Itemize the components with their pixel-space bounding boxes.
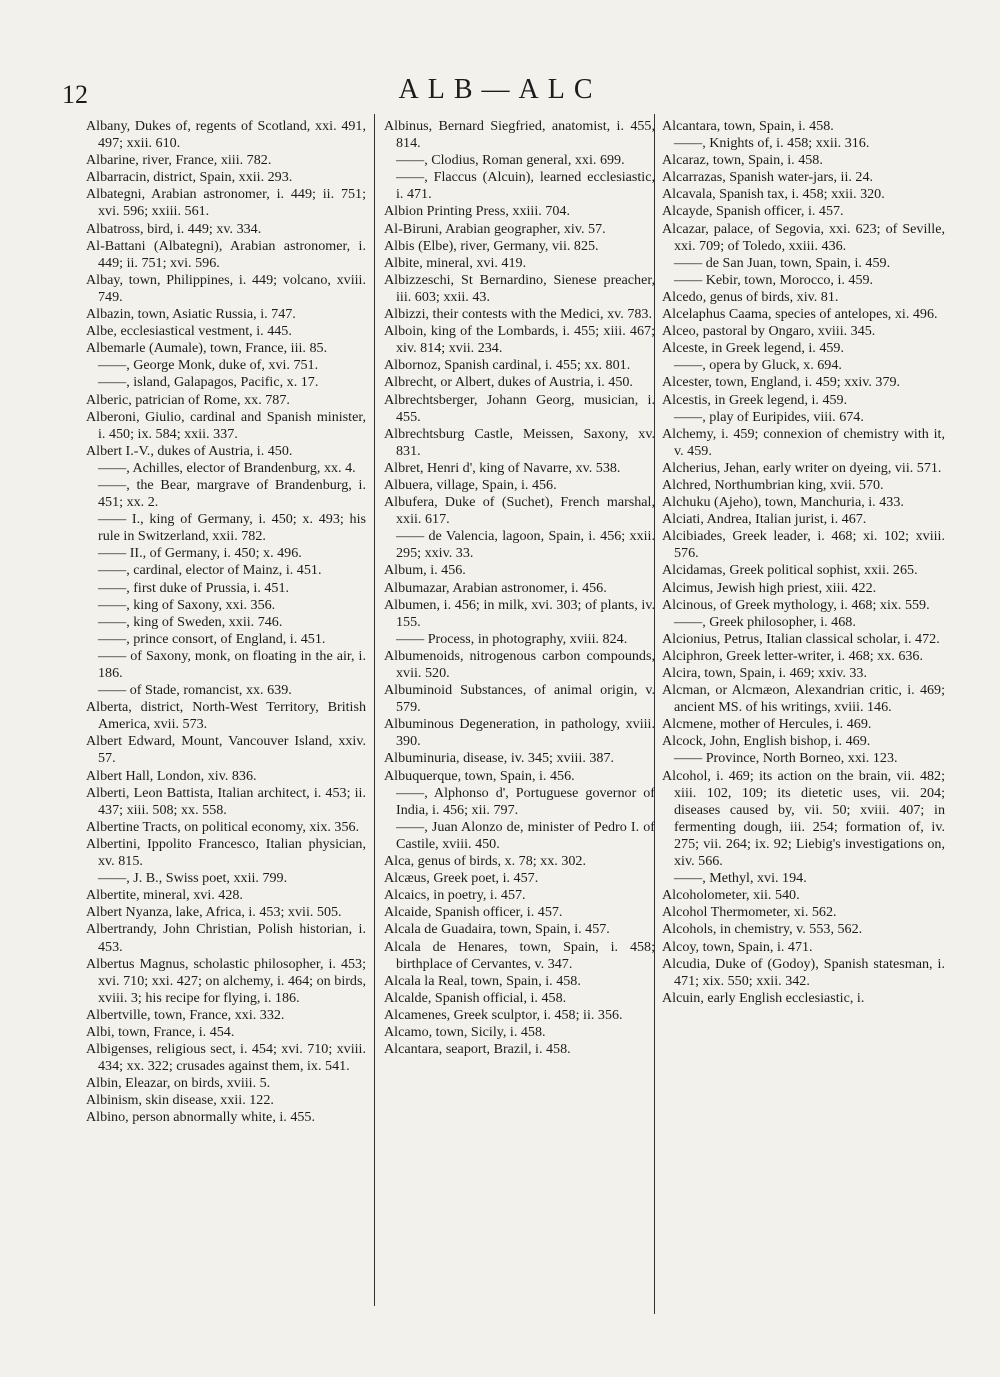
index-entry: Albrecht, or Albert, dukes of Austria, i. 450. (384, 374, 633, 391)
index-entry: Albis (Elbe), river, Germany, vii. 825. (384, 237, 599, 254)
index-entry: —— of Saxony, monk, on floating in the air, i. 186. (98, 647, 366, 681)
index-entry: Albert Edward, Mount, Vancouver Island, xxiv. 57. (86, 733, 366, 767)
index-entry: Alcelaphus Caama, species of antelopes, xi. 496. (662, 306, 938, 323)
page-number: 12 (62, 80, 88, 109)
index-entry: Albategni, Arabian astronomer, i. 449; ii. 751; xvi. 596; xxiii. 561. (86, 186, 366, 220)
index-entry: Albay, town, Philippines, i. 449; volcano, xviii. 749. (86, 271, 366, 305)
index-entry: Albert Hall, London, xiv. 836. (86, 767, 257, 784)
index-entry: Albinus, Bernard Siegfried, anatomist, i. 455, 814. (384, 118, 655, 152)
index-entry: Alcohols, in chemistry, v. 553, 562. (662, 921, 863, 938)
index-entry: Albertville, town, France, xxi. 332. (86, 1006, 285, 1023)
index-entry: Alcamenes, Greek sculptor, i. 458; ii. 356. (384, 1006, 623, 1023)
index-entry: Albarine, river, France, xiii. 782. (86, 152, 272, 169)
index-entry: Alcavala, Spanish tax, i. 458; xxii. 320. (662, 186, 885, 203)
index-entry: Alcoy, town, Spain, i. 471. (662, 938, 813, 955)
index-entry: Alcmene, mother of Hercules, i. 469. (662, 716, 872, 733)
index-entry: Albert Nyanza, lake, Africa, i. 453; xvii. 505. (86, 904, 342, 921)
index-entry: Albuquerque, town, Spain, i. 456. (384, 767, 575, 784)
index-entry: —— Process, in photography, xviii. 824. (396, 630, 628, 647)
index-entry: Alchuku (Ajeho), town, Manchuria, i. 433. (662, 494, 904, 511)
index-entry: Alberoni, Giulio, cardinal and Spanish minister, i. 450; ix. 584; xxii. 337. (86, 408, 366, 442)
index-entry: ——, prince consort, of England, i. 451. (98, 630, 326, 647)
index-entry: Albumen, i. 456; in milk, xvi. 303; of plants, iv. 155. (384, 596, 655, 630)
index-entry: ——, Clodius, Roman general, xxi. 699. (396, 152, 625, 169)
index-entry: —— de San Juan, town, Spain, i. 459. (674, 254, 891, 271)
index-entry: Alcudia, Duke of (Godoy), Spanish statesman, i. 471; xix. 550; xxii. 342. (662, 955, 945, 989)
index-entry: ——, the Bear, margrave of Brandenburg, i. 451; xx. 2. (98, 476, 366, 511)
index-entry: Alca, genus of birds, x. 78; xx. 302. (384, 853, 586, 870)
index-entry: Al-Battani (Albategni), Arabian astronomer, i. 449; ii. 751; xvi. 596. (86, 237, 366, 271)
index-entry: ——, first duke of Prussia, i. 451. (98, 579, 290, 596)
index-entry: —— I., king of Germany, i. 450; x. 493; his rule in Switzerland, xxii. 782. (98, 511, 366, 545)
index-entry: Albazin, town, Asiatic Russia, i. 747. (86, 306, 296, 323)
index-entry: Alcohol Thermometer, xi. 562. (662, 904, 837, 921)
index-entry: Alcestis, in Greek legend, i. 459. (662, 391, 848, 408)
index-entry: Alcæus, Greek poet, i. 457. (384, 870, 539, 887)
index-entry: Albizzeschi, St Bernardino, Sienese preacher, iii. 603; xxii. 43. (384, 271, 655, 305)
index-entry: ——, Greek philosopher, i. 468. (674, 613, 856, 630)
index-entry: ——, Knights of, i. 458; xxii. 316. (674, 135, 870, 152)
index-entry: Alcimus, Jewish high priest, xiii. 422. (662, 579, 877, 596)
index-entry: ——, George Monk, duke of, xvi. 751. (98, 357, 319, 374)
index-entry: Albrechtsberger, Johann Georg, musician, i. 455. (384, 391, 655, 425)
index-entry: Albertrandy, John Christian, Polish historian, i. 453. (86, 921, 366, 955)
index-entry: Albe, ecclesiastical vestment, i. 445. (86, 323, 292, 340)
index-column-1 (86, 118, 366, 1127)
index-entry: Albatross, bird, i. 449; xv. 334. (86, 220, 262, 237)
index-entry: Alcester, town, England, i. 459; xxiv. 379. (662, 374, 901, 391)
index-entry: —— de Valencia, lagoon, Spain, i. 456; xxii. 295; xxiv. 33. (396, 528, 655, 562)
index-entry: Alcarrazas, Spanish water-jars, ii. 24. (662, 169, 874, 186)
index-entry: Albarracin, district, Spain, xxii. 293. (86, 169, 293, 186)
index-entry: Albin, Eleazar, on birds, xviii. 5. (86, 1075, 271, 1092)
index-entry: Albuminuria, disease, iv. 345; xviii. 387. (384, 750, 615, 767)
index-entry: Alcedo, genus of birds, xiv. 81. (662, 288, 839, 305)
index-entry: —— of Stade, romancist, xx. 639. (98, 682, 292, 699)
index-entry: Alchemy, i. 459; connexion of chemistry with it, v. 459. (662, 425, 945, 459)
index-entry: Alberta, district, North-West Territory, British America, xvii. 573. (86, 699, 366, 733)
index-entry: Albret, Henri d', king of Navarre, xv. 538. (384, 459, 621, 476)
index-column-2 (384, 118, 655, 1058)
column-divider (374, 114, 375, 1306)
index-entry: ——, Alphonso d', Portuguese governor of India, i. 456; xii. 797. (396, 784, 655, 818)
index-entry: Alcayde, Spanish officer, i. 457. (662, 203, 844, 220)
index-entry: ——, play of Euripides, viii. 674. (674, 408, 864, 425)
index-entry: Albino, person abnormally white, i. 455. (86, 1109, 315, 1126)
index-entry: Alberic, patrician of Rome, xx. 787. (86, 391, 290, 408)
index-entry: Alcantara, seaport, Brazil, i. 458. (384, 1041, 571, 1058)
index-entry: —— Kebir, town, Morocco, i. 459. (674, 271, 874, 288)
index-entry: Albertine Tracts, on political economy, xix. 356. (86, 818, 360, 835)
index-entry: Alcaide, Spanish officer, i. 457. (384, 904, 563, 921)
index-entry: Albertini, Ippolito Francesco, Italian physician, xv. 815. (86, 835, 366, 870)
index-entry: Alcoholometer, xii. 540. (662, 887, 800, 904)
index-entry: Albufera, Duke of (Suchet), French marshal, xxii. 617. (384, 494, 655, 528)
index-entry: Albany, Dukes of, regents of Scotland, xxi. 491, 497; xxii. 610. (86, 118, 366, 152)
index-entry: ——, cardinal, elector of Mainz, i. 451. (98, 562, 322, 579)
index-entry: Albinism, skin disease, xxii. 122. (86, 1092, 274, 1109)
index-entry: Album, i. 456. (384, 562, 466, 579)
index-entry: Alcala de Henares, town, Spain, i. 458; birthplace of Cervantes, v. 347. (384, 938, 655, 972)
index-entry: Al-Biruni, Arabian geographer, xiv. 57. (384, 220, 606, 237)
index-entry: Albemarle (Aumale), town, France, iii. 85. (86, 340, 328, 357)
index-entry: Alberti, Leon Battista, Italian architect, i. 453; ii. 437; xiii. 508; xx. 558. (86, 784, 366, 818)
index-entry: Albrechtsburg Castle, Meissen, Saxony, xv. 831. (384, 425, 655, 459)
index-entry: Alcazar, palace, of Segovia, xxi. 623; of Seville, xxi. 709; of Toledo, xxiii. 436. (662, 220, 945, 254)
index-entry: Alcionius, Petrus, Italian classical scholar, i. 472. (662, 630, 940, 647)
index-entry: Alcantara, town, Spain, i. 458. (662, 118, 834, 134)
index-entry: Alcidamas, Greek political sophist, xxii. 265. (662, 562, 918, 579)
index-entry: Albuminous Degeneration, in pathology, xviii. 390. (384, 716, 655, 750)
index-entry: Albi, town, France, i. 454. (86, 1023, 235, 1040)
index-entry: Alcherius, Jehan, early writer on dyeing, vii. 571. (662, 459, 942, 476)
index-entry: Alcuin, early English ecclesiastic, i. (662, 989, 865, 1006)
index-entry: Albertus Magnus, scholastic philosopher, i. 453; xvi. 710; xxi. 427; on alchemy, i. 464; on birds, xviii. 3; his recipe for flying, i. 186. (86, 955, 366, 1006)
index-entry: Albion Printing Press, xxiii. 704. (384, 203, 570, 220)
index-entry: Albumazar, Arabian astronomer, i. 456. (384, 579, 607, 596)
index-entry: Albornoz, Spanish cardinal, i. 455; xx. 801. (384, 357, 631, 374)
page-header: ALB—ALC (398, 74, 602, 105)
index-entry: Albumenoids, nitrogenous carbon compounds, xvii. 520. (384, 647, 655, 681)
index-entry: —— II., of Germany, i. 450; x. 496. (98, 545, 302, 562)
index-entry: Alchred, Northumbrian king, xvii. 570. (662, 476, 884, 493)
index-entry: Alcamo, town, Sicily, i. 458. (384, 1023, 546, 1040)
index-entry: ——, king of Saxony, xxi. 356. (98, 596, 276, 613)
index-entry: Alcibiades, Greek leader, i. 468; xi. 102; xviii. 576. (662, 528, 945, 562)
index-entry: Alcinous, of Greek mythology, i. 468; xix. 559. (662, 596, 930, 613)
index-entry: Albuminoid Substances, of animal origin, v. 579. (384, 682, 655, 716)
index-entry: Alboin, king of the Lombards, i. 455; xiii. 467; xiv. 814; xvii. 234. (384, 323, 655, 357)
index-entry: ——, opera by Gluck, x. 694. (674, 357, 842, 374)
index-column-3 (662, 118, 945, 1007)
index-entry: ——, Methyl, xvi. 194. (674, 870, 807, 887)
index-entry: Alcaics, in poetry, i. 457. (384, 887, 526, 904)
index-entry: Alcman, or Alcmæon, Alexandrian critic, i. 469; ancient MS. of his writings, xviii. 146. (662, 682, 945, 716)
index-entry: ——, king of Sweden, xxii. 746. (98, 613, 283, 630)
index-entry: Alcala de Guadaira, town, Spain, i. 457. (384, 921, 610, 938)
index-entry: Albertite, mineral, xvi. 428. (86, 887, 243, 904)
index-entry: Alciati, Andrea, Italian jurist, i. 467. (662, 511, 867, 528)
index-entry: ——, island, Galapagos, Pacific, x. 17. (98, 374, 319, 391)
index-entry: Albuera, village, Spain, i. 456. (384, 476, 557, 493)
index-entry: ——, Achilles, elector of Brandenburg, xx. 4. (98, 459, 356, 476)
index-entry: Albizzi, their contests with the Medici, xv. 783. (384, 306, 652, 323)
index-entry: Alcala la Real, town, Spain, i. 458. (384, 972, 581, 989)
index-entry: Alcalde, Spanish official, i. 458. (384, 989, 567, 1006)
index-entry: Alcohol, i. 469; its action on the brain, vii. 482; xiii. 102, 109; its dietetic uses, vii. 204; diseases caused by, vii. 50; xviii. 407; in fermenting dough, iii. 254; formation of, iv. 275; vii. 264; ix. 92; Liebig's investigations on, xiv. 566. (662, 767, 945, 870)
index-entry: ——, Flaccus (Alcuin), learned ecclesiastic, i. 471. (396, 169, 655, 203)
index-entry: Alceste, in Greek legend, i. 459. (662, 340, 844, 357)
index-entry: ——, Juan Alonzo de, minister of Pedro I. of Castile, xviii. 450. (396, 818, 655, 852)
index-entry: —— Province, North Borneo, xxi. 123. (674, 750, 898, 767)
index-entry: Albite, mineral, xvi. 419. (384, 254, 527, 271)
index-entry: Alcock, John, English bishop, i. 469. (662, 733, 871, 750)
index-entry: Albigenses, religious sect, i. 454; xvi. 710; xviii. 434; xx. 322; crusades against them, ix. 541. (86, 1041, 366, 1075)
index-entry: Albert I.-V., dukes of Austria, i. 450. (86, 442, 293, 459)
index-entry: Alceo, pastoral by Ongaro, xviii. 345. (662, 323, 876, 340)
index-entry: Alcira, town, Spain, i. 469; xxiv. 33. (662, 665, 867, 681)
index-entry: Alciphron, Greek letter-writer, i. 468; xx. 636. (662, 647, 923, 664)
index-entry: ——, J. B., Swiss poet, xxii. 799. (98, 870, 288, 887)
index-entry: Alcaraz, town, Spain, i. 458. (662, 152, 823, 169)
